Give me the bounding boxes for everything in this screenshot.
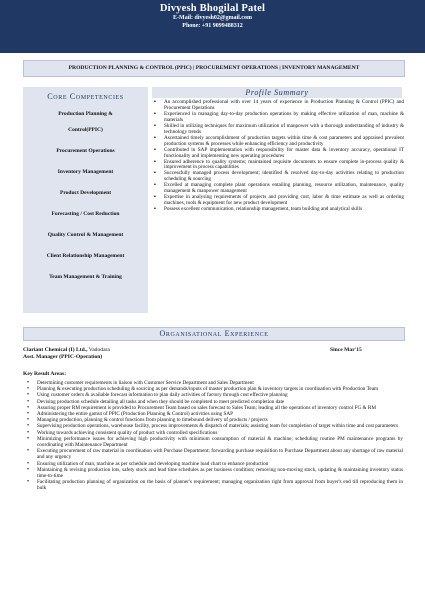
profile-item: ▪ Contributed in SAP implementation with responsibility for master data & inventory accuracy, operational IT functionality and implementing new operating procedures <box>152 148 404 160</box>
competency-item: Production Planning & <box>58 111 113 117</box>
profile-item: ▪ Expertise in analysing requirements of projects and providing cost, labor & time estimate as well as ordering machines, tools & equipment for new product development <box>152 195 404 207</box>
kra-item: • Planning & executing production scheduling & sourcing as per demands/inputs of master production plan & inventory targets in coordination with Production Team <box>23 386 403 392</box>
job-title: Asst. Manager (PPIC-Operation) <box>23 354 103 360</box>
key-result-areas-list <box>23 380 403 492</box>
competency-item: Inventory Management <box>57 169 114 175</box>
kra-item: • Determining customer requirements in liaison with Customer Service Department and Sales Department <box>23 380 403 386</box>
employer-name: Clariant Chemical (I) Ltd., <box>23 347 88 353</box>
competency-item: Control(PPIC) <box>68 127 103 133</box>
profile-item: ▪ Ascertained timely accomplishment of production targets within time & cost parameters and appraised prevalent production systems & processes while enhancing efficiency and productivity <box>152 136 404 148</box>
kra-item: • Devising production schedule detailing all tasks and when they should be completed to meet predicted completion date <box>23 399 403 405</box>
employer-block <box>23 347 110 361</box>
email-label: E-Mail: <box>173 15 194 21</box>
employer-location: Vadodara <box>87 347 110 353</box>
profile-item: ▪ Skilled in utilizing techniques for maximum utilization of manpower with a thorough understanding of industry & technology trends <box>152 124 404 136</box>
core-competencies-panel <box>23 87 148 313</box>
kra-item: • Using customer orders & available forecast information to plan daily activities of factory through cost effective planning <box>23 392 403 398</box>
key-result-areas-title: Key Result Areas: <box>23 371 67 377</box>
organisational-experience-title: Organisational Experience <box>23 327 405 341</box>
profile-summary-list <box>152 100 404 213</box>
competency-item: Team Management & Training <box>49 274 122 280</box>
profile-item: ▪ Experienced in managing day-to-day production operations by making effective utilization of man, machine & materials <box>152 112 404 124</box>
competency-item: Forecasting / Cost Reduction <box>51 211 120 217</box>
profile-item: ▪ Possess excellent communication, relationship management, team building and analytical skills <box>152 207 404 213</box>
kra-item: • Maintaining & revising production lots, safety stock and lead time schedules as per business condition; removing non-moving stock, updating & maintaining inventory status time-to-time <box>23 467 403 479</box>
kra-item: • Supervising production operations, warehouse facility, process improvements & dispatch of materials; assisting team for completion of target within time and cost parameters <box>23 423 403 429</box>
profile-summary-title: Profile Summary <box>152 87 402 98</box>
profile-item: ▪ Successfully managed process development; identified & resolved day-to-day activities relating to production scheduling & sourcing <box>152 171 404 183</box>
profile-item: ▪ Excelled at managing complete plant operations entailing planning, resource utilization, maintenance, quality management & manpower management <box>152 183 404 195</box>
kra-item: • Facilitating production planning of organization on the basis of planner's requirement; managing organization right from approval from buyer's end till reproducing them in bulk <box>23 479 403 491</box>
email-line <box>0 14 425 22</box>
phone-number: +91 9099488312 <box>201 23 243 29</box>
expertise-strip: PRODUCTION PLANNING & CONTROL (PPIC) | PROCUREMENT OPERATIONS | INVENTORY MANAGEMENT <box>23 60 405 77</box>
competency-item: Quality Control & Management <box>47 232 124 238</box>
competency-item: Client Relationship Management <box>46 253 125 259</box>
email-address[interactable]: divyesh02@gmail.com <box>194 15 252 21</box>
kra-item: • Administering the entire gamut of PPIC (Production Planning & Control) activities using SAP <box>23 411 403 417</box>
candidate-name: Divyesh Bhogilal Patel <box>159 3 266 14</box>
kra-item: • Minimizing performance issues for achieving high productivity with minimum consumption of material & machine; scheduling routine PM maintenance programs by coordinating with Maintenance Department <box>23 436 403 448</box>
kra-item: • Ensuring utilization of man, machine as per schedule and developing machine load chart to enhance production <box>23 461 403 467</box>
core-competencies-title: Core Competencies <box>47 92 124 101</box>
resume-header <box>0 0 425 53</box>
tenure-start: Since Mar'15 <box>330 347 362 353</box>
kra-item: • Working towards achieving consistent quality of product with controlled specifications <box>23 430 403 436</box>
kra-item: • Executing procurement of raw material in coordination with Purchase Department; forwarding purchase requisition to Purchase Department about any shortage of raw material and any urgency <box>23 448 403 460</box>
competency-item: Procurement Operations <box>56 148 115 154</box>
phone-label: Phone: <box>182 23 201 29</box>
kra-item: • Managing production, planning & control functions from planning to timebound delivery of products / projects <box>23 417 403 423</box>
kra-item: • Assuring proper RM requirement is provided to Procurement Team based on sales forecast to Sales Team; leading all the operations of inventory control FG & RM <box>23 405 403 411</box>
profile-item: ▪ An accomplished professional with over 14 years of experience in Production Planning & Control (PPIC) and Procurement Operations <box>152 100 404 112</box>
phone-line <box>0 22 425 30</box>
competency-item: Product Development <box>59 190 112 196</box>
profile-item: ▪ Ensured adherence to quality systems; maintained requisite documents to ensure complete in-process quality & improvement in process capabilities <box>152 160 404 172</box>
employer-line <box>23 347 110 354</box>
